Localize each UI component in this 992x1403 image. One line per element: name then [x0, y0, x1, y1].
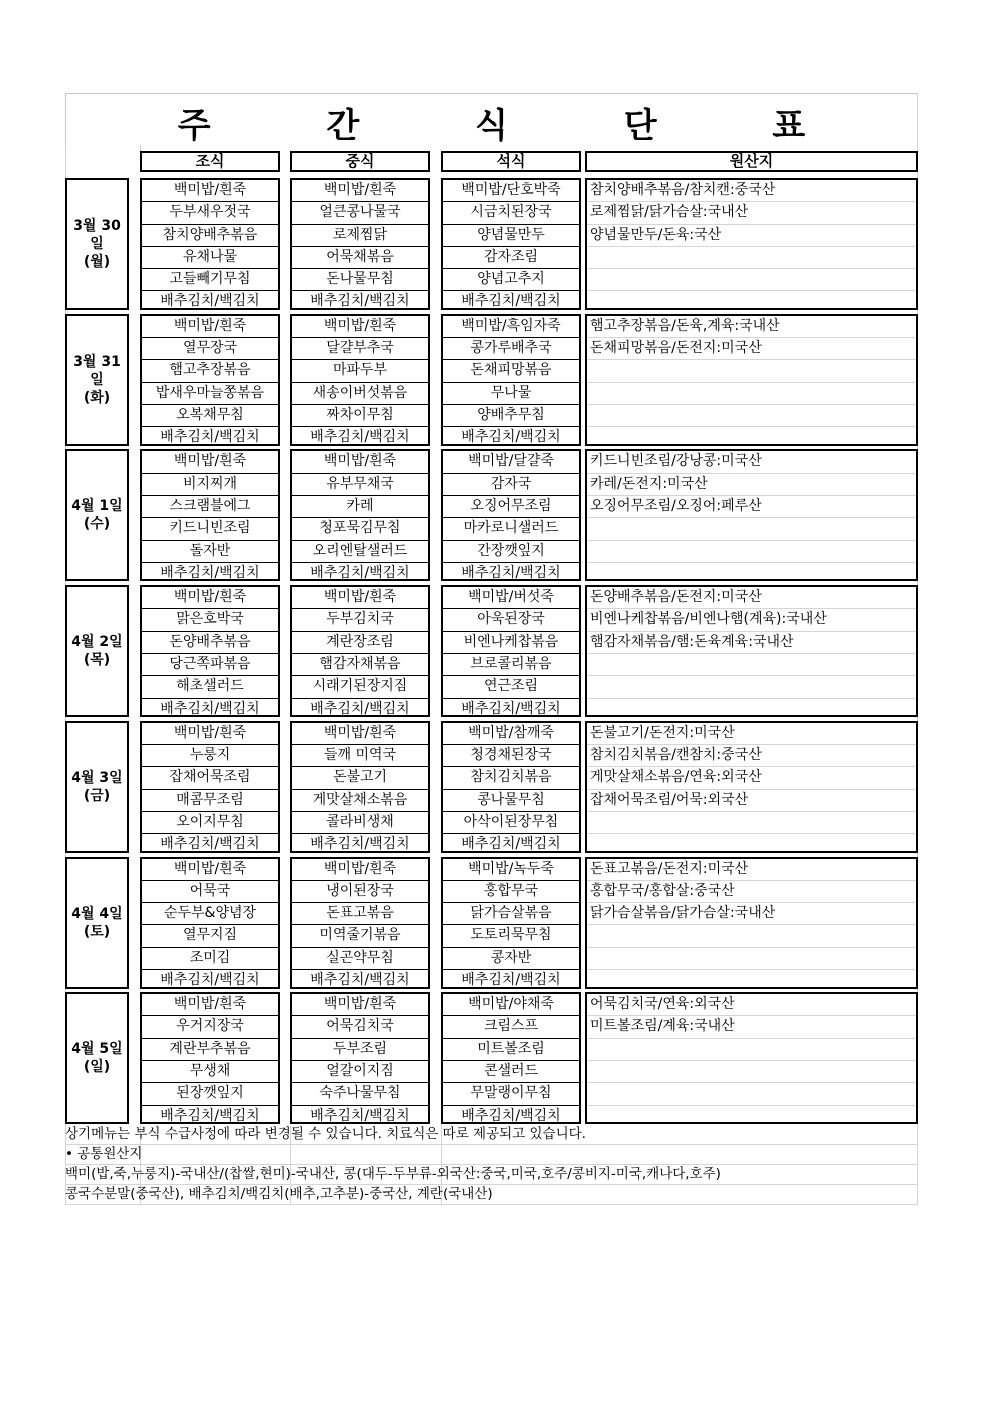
breakfast-item: 조미김: [142, 948, 278, 970]
dinner-item: 감자조림: [443, 247, 579, 269]
dinner-item: 배추김치/백김치: [461, 564, 561, 581]
breakfast-item: 백미밥/흰죽: [142, 587, 278, 609]
breakfast-item: 순두부&양념장: [142, 903, 278, 925]
dinner-item: 크림스프: [443, 1016, 579, 1038]
breakfast-item: 참치양배추볶음: [142, 225, 278, 247]
dinner-item: 백미밥/단호박죽: [443, 180, 579, 202]
dinner-item: 콩자반: [443, 948, 579, 970]
date-text: 3월 30일: [73, 218, 121, 252]
lunch-item: 계란장조림: [292, 632, 428, 654]
origin-column: [585, 449, 918, 581]
footer-note: 콩국수분말(중국산), 배추김치/백김치(배추,고추분)-중국산, 계란(국내산): [65, 1185, 918, 1205]
dinner-item: 오징어무조림: [443, 496, 579, 518]
origin-column: [585, 992, 918, 1124]
day-block: [65, 449, 918, 581]
lunch-item: 배추김치/백김치: [310, 836, 410, 853]
lunch-item: 로제찜닭: [292, 225, 428, 247]
origin-item: 참치양배추볶음/참치캔:중국산: [587, 180, 916, 202]
breakfast-column: [140, 178, 280, 310]
lunch-item: 배추김치/백김치: [310, 429, 410, 446]
lunch-item: 배추김치/백김치: [310, 293, 410, 310]
origin-item: [587, 948, 916, 970]
day-block: [65, 585, 918, 717]
footer-note: 백미(밥,죽,누룽지)-국내산/(찹쌀,현미)-국내산, 콩(대두-두부류-외국산:중국,미국,호주/콩비지-미국,캐나다,호주): [65, 1165, 918, 1185]
day-block: [65, 721, 918, 853]
dinner-item: 콘샐러드: [443, 1061, 579, 1083]
dinner-item: 백미밥/참깨죽: [443, 723, 579, 745]
dinner-item: 백미밥/야채죽: [443, 994, 579, 1016]
breakfast-column: [140, 992, 280, 1124]
breakfast-item: 잡채어묵조림: [142, 767, 278, 789]
breakfast-item: 스크램블에그: [142, 496, 278, 518]
date-text: 4월 3일: [71, 769, 123, 786]
origin-item: [587, 541, 916, 563]
origin-item: 키드니빈조림/강낭콩:미국산: [587, 451, 916, 473]
dinner-column: [441, 585, 581, 717]
breakfast-item: 백미밥/흰죽: [142, 451, 278, 473]
origin-item: 홍합무국/홍합살:중국산: [587, 881, 916, 903]
weekday-text: (수): [83, 516, 111, 533]
lunch-item: 어묵채볶음: [292, 247, 428, 269]
lunch-item: 배추김치/백김치: [310, 971, 410, 988]
lunch-item: 게맛살채소볶음: [292, 790, 428, 812]
footer-note: • 공통원산지: [65, 1145, 918, 1165]
lunch-item: 실곤약무침: [292, 948, 428, 970]
breakfast-item: 비지찌개: [142, 474, 278, 496]
lunch-item: 숙주나물무침: [292, 1083, 428, 1105]
lunch-item: 배추김치/백김치: [310, 564, 410, 581]
breakfast-item: 오이지무침: [142, 812, 278, 834]
lunch-item: 얼갈이지짐: [292, 1061, 428, 1083]
lunch-item: 두부조림: [292, 1039, 428, 1061]
lunch-item: 배추김치/백김치: [310, 1107, 410, 1124]
origin-item: 오징어무조림/오징어:페루산: [587, 496, 916, 518]
dinner-item: 백미밥/버섯죽: [443, 587, 579, 609]
dinner-item: 배추김치/백김치: [461, 429, 561, 446]
origin-item: 잡채어묵조림/어묵:외국산: [587, 790, 916, 812]
origin-item: [587, 676, 916, 698]
dinner-column: [441, 721, 581, 853]
dinner-item: 백미밥/흑임자죽: [443, 316, 579, 338]
breakfast-item: 배추김치/백김치: [160, 971, 260, 988]
origin-item: 게맛살채소볶음/연육:외국산: [587, 767, 916, 789]
dinner-item: 양념물만두: [443, 225, 579, 247]
origin-item: [587, 269, 916, 291]
lunch-item: 짜차이무침: [292, 405, 428, 427]
breakfast-item: 고들빼기무침: [142, 269, 278, 291]
breakfast-item: 돌자반: [142, 541, 278, 563]
origin-item: [587, 1039, 916, 1061]
breakfast-item: 배추김치/백김치: [160, 564, 260, 581]
date-label: [65, 585, 129, 717]
lunch-item: 백미밥/흰죽: [292, 316, 428, 338]
dinner-column: [441, 178, 581, 310]
origin-item: 카레/돈전지:미국산: [587, 474, 916, 496]
dinner-item: 아욱된장국: [443, 609, 579, 631]
lunch-item: 오리엔탈샐러드: [292, 541, 428, 563]
origin-item: [587, 247, 916, 269]
dinner-item: 무나물: [443, 383, 579, 405]
origin-column: [585, 857, 918, 989]
breakfast-item: 무생채: [142, 1061, 278, 1083]
breakfast-item: 매콤무조림: [142, 790, 278, 812]
weekday-text: (목): [83, 652, 111, 669]
origin-item: 로제찜닭/닭가슴살:국내산: [587, 202, 916, 224]
dinner-item: 백미밥/달걀죽: [443, 451, 579, 473]
breakfast-item: 어묵국: [142, 881, 278, 903]
breakfast-column: [140, 857, 280, 989]
weekday-text: (화): [83, 389, 111, 406]
breakfast-item: 된장깻잎지: [142, 1083, 278, 1105]
breakfast-item: 백미밥/흰죽: [142, 859, 278, 881]
lunch-item: 돈불고기: [292, 767, 428, 789]
breakfast-item: 해초샐러드: [142, 676, 278, 698]
date-text: 4월 1일: [71, 498, 123, 515]
lunch-item: 얼큰콩나물국: [292, 202, 428, 224]
lunch-item: 콜라비생채: [292, 812, 428, 834]
origin-item: 돈채피망볶음/돈전지:미국산: [587, 338, 916, 360]
lunch-item: 백미밥/흰죽: [292, 723, 428, 745]
date-label: [65, 992, 129, 1124]
dinner-item: 미트볼조림: [443, 1039, 579, 1061]
dinner-item: 아삭이된장무침: [443, 812, 579, 834]
lunch-column: [290, 992, 430, 1124]
lunch-column: [290, 857, 430, 989]
dinner-item: 콩나물무침: [443, 790, 579, 812]
lunch-column: [290, 721, 430, 853]
lunch-column: [290, 585, 430, 717]
dinner-item: 브로콜리볶음: [443, 654, 579, 676]
origin-item: [587, 518, 916, 540]
breakfast-item: 누룽지: [142, 745, 278, 767]
date-text: 4월 4일: [71, 905, 123, 922]
breakfast-item: 우거지장국: [142, 1016, 278, 1038]
breakfast-item: 백미밥/흰죽: [142, 180, 278, 202]
date-label: [65, 721, 129, 853]
dinner-item: 비엔나케찹볶음: [443, 632, 579, 654]
breakfast-column: [140, 721, 280, 853]
origin-item: 닭가슴살볶음/닭가슴살:국내산: [587, 903, 916, 925]
dinner-item: 시금치된장국: [443, 202, 579, 224]
weekday-text: (월): [83, 254, 111, 270]
header-lunch: 중식: [290, 151, 430, 172]
lunch-item: 어묵김치국: [292, 1016, 428, 1038]
title-box: [65, 93, 918, 146]
origin-item: 참치김치볶음/캔참치:중국산: [587, 745, 916, 767]
dinner-item: 배추김치/백김치: [461, 1107, 561, 1124]
dinner-item: 닭가슴살볶음: [443, 903, 579, 925]
lunch-item: 청포묵김무침: [292, 518, 428, 540]
date-text: 3월 31일: [73, 353, 121, 388]
lunch-item: 백미밥/흰죽: [292, 994, 428, 1016]
dinner-column: [441, 992, 581, 1124]
date-label: [65, 178, 129, 310]
origin-item: [587, 360, 916, 382]
dinner-column: [441, 314, 581, 446]
day-block: [65, 314, 918, 446]
origin-column: [585, 314, 918, 446]
origin-item: 비엔나케찹볶음/비엔나햄(계육):국내산: [587, 609, 916, 631]
origin-item: [587, 699, 916, 720]
header-origin: 원산지: [585, 151, 918, 172]
day-block: [65, 992, 918, 1124]
dinner-column: [441, 857, 581, 989]
origin-item: 미트볼조림/계육:국내산: [587, 1016, 916, 1038]
dinner-item: 간장깻잎지: [443, 541, 579, 563]
dinner-item: 무말랭이무침: [443, 1083, 579, 1105]
dinner-item: 청경채된장국: [443, 745, 579, 767]
lunch-item: 유부무채국: [292, 474, 428, 496]
breakfast-item: 배추김치/백김치: [160, 293, 260, 310]
origin-item: [587, 427, 916, 448]
lunch-item: 백미밥/흰죽: [292, 859, 428, 881]
lunch-item: 돈표고볶음: [292, 903, 428, 925]
day-block: [65, 857, 918, 989]
lunch-item: 카레: [292, 496, 428, 518]
lunch-item: 새송이버섯볶음: [292, 383, 428, 405]
lunch-item: 냉이된장국: [292, 881, 428, 903]
weekday-text: (일): [83, 1059, 111, 1076]
origin-item: [587, 1106, 916, 1127]
lunch-item: 백미밥/흰죽: [292, 587, 428, 609]
breakfast-column: [140, 449, 280, 581]
breakfast-item: 당근쪽파볶음: [142, 654, 278, 676]
date-label: [65, 314, 129, 446]
breakfast-item: 배추김치/백김치: [160, 700, 260, 717]
header-dinner: 석식: [441, 151, 581, 172]
origin-item: [587, 654, 916, 676]
origin-item: [587, 1061, 916, 1083]
origin-item: [587, 925, 916, 947]
lunch-item: 들깨 미역국: [292, 745, 428, 767]
dinner-item: 배추김치/백김치: [461, 971, 561, 988]
header-breakfast: 조식: [140, 151, 280, 172]
dinner-item: 연근조림: [443, 676, 579, 698]
dinner-item: 배추김치/백김치: [461, 700, 561, 717]
dinner-item: 홍합무국: [443, 881, 579, 903]
lunch-item: 돈나물무침: [292, 269, 428, 291]
origin-item: [587, 812, 916, 834]
lunch-item: 시래기된장지짐: [292, 676, 428, 698]
origin-item: 돈표고볶음/돈전지:미국산: [587, 859, 916, 881]
breakfast-item: 백미밥/흰죽: [142, 316, 278, 338]
breakfast-item: 백미밥/흰죽: [142, 994, 278, 1016]
day-block: [65, 178, 918, 310]
lunch-column: [290, 314, 430, 446]
breakfast-item: 햄고추장볶음: [142, 360, 278, 382]
origin-column: [585, 585, 918, 717]
origin-item: [587, 383, 916, 405]
page-title: 주 간 식 단 표: [177, 106, 858, 146]
dinner-item: 마카로니샐러드: [443, 518, 579, 540]
origin-item: [587, 405, 916, 427]
lunch-item: 두부김치국: [292, 609, 428, 631]
breakfast-item: 배추김치/백김치: [160, 836, 260, 853]
dinner-item: 백미밥/녹두죽: [443, 859, 579, 881]
breakfast-item: 백미밥/흰죽: [142, 723, 278, 745]
origin-item: 어묵김치국/연육:외국산: [587, 994, 916, 1016]
dinner-item: 배추김치/백김치: [461, 293, 561, 310]
origin-item: [587, 1083, 916, 1105]
lunch-item: 백미밥/흰죽: [292, 180, 428, 202]
dinner-item: 콩가루배추국: [443, 338, 579, 360]
footer-note: 상기메뉴는 부식 수급사정에 따라 변경될 수 있습니다. 치료식은 따로 제공되고 있습니다.: [65, 1125, 918, 1145]
weekday-text: (금): [83, 787, 111, 804]
origin-item: [587, 834, 916, 855]
origin-column: [585, 178, 918, 310]
breakfast-item: 열무지짐: [142, 925, 278, 947]
breakfast-column: [140, 314, 280, 446]
breakfast-item: 열무장국: [142, 338, 278, 360]
dinner-item: 도토리묵무침: [443, 925, 579, 947]
date-label: [65, 449, 129, 581]
breakfast-item: 돈양배추볶음: [142, 632, 278, 654]
lunch-item: 달걀부추국: [292, 338, 428, 360]
dinner-item: 양념고추지: [443, 269, 579, 291]
date-text: 4월 5일: [71, 1041, 123, 1058]
breakfast-item: 배추김치/백김치: [160, 1107, 260, 1124]
date-text: 4월 2일: [71, 634, 123, 651]
lunch-column: [290, 178, 430, 310]
origin-item: 햄감자채볶음/햄:돈육계육:국내산: [587, 632, 916, 654]
breakfast-item: 맑은호박국: [142, 609, 278, 631]
breakfast-item: 배추김치/백김치: [160, 429, 260, 446]
date-label: [65, 857, 129, 989]
breakfast-item: 유채나물: [142, 247, 278, 269]
origin-item: 돈양배추볶음/돈전지:미국산: [587, 587, 916, 609]
lunch-item: 마파두부: [292, 360, 428, 382]
dinner-item: 양배추무침: [443, 405, 579, 427]
origin-item: [587, 291, 916, 312]
origin-item: [587, 563, 916, 584]
origin-item: 양념물만두/돈육:국산: [587, 225, 916, 247]
breakfast-item: 오복채무침: [142, 405, 278, 427]
lunch-item: 미역줄기볶음: [292, 925, 428, 947]
origin-item: 햄고추장볶음/돈육,계육:국내산: [587, 316, 916, 338]
lunch-column: [290, 449, 430, 581]
breakfast-item: 계란부추볶음: [142, 1039, 278, 1061]
dinner-item: 배추김치/백김치: [461, 836, 561, 853]
dinner-item: 돈채피망볶음: [443, 360, 579, 382]
breakfast-item: 키드니빈조림: [142, 518, 278, 540]
weekday-text: (토): [83, 923, 111, 940]
origin-item: 돈불고기/돈전지:미국산: [587, 723, 916, 745]
lunch-item: 햄감자채볶음: [292, 654, 428, 676]
dinner-item: 참치김치볶음: [443, 767, 579, 789]
breakfast-column: [140, 585, 280, 717]
lunch-item: 백미밥/흰죽: [292, 451, 428, 473]
lunch-item: 배추김치/백김치: [310, 700, 410, 717]
dinner-item: 감자국: [443, 474, 579, 496]
breakfast-item: 밥새우마늘쫑볶음: [142, 383, 278, 405]
dinner-column: [441, 449, 581, 581]
origin-column: [585, 721, 918, 853]
breakfast-item: 두부새우젓국: [142, 202, 278, 224]
origin-item: [587, 970, 916, 991]
